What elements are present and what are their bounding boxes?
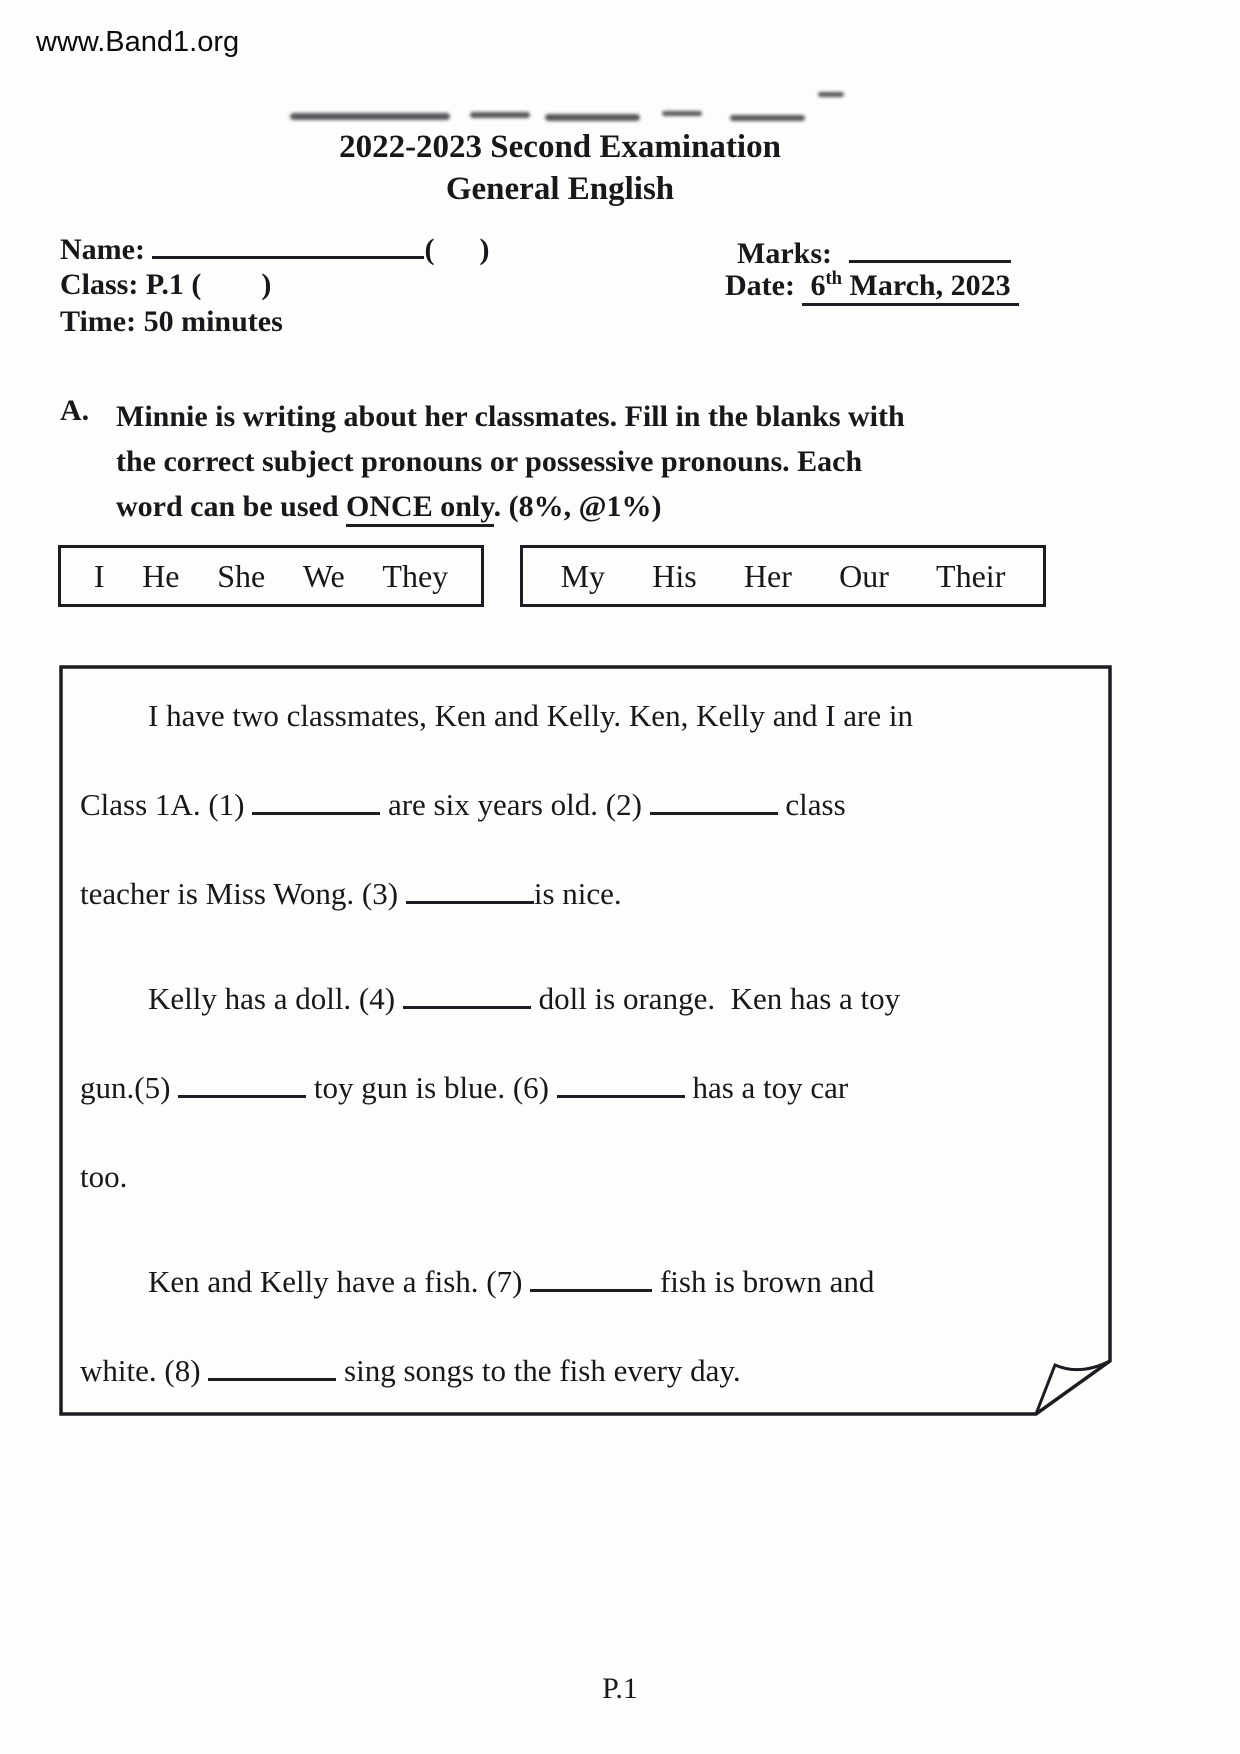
word-bank-item: We: [302, 557, 345, 594]
date-day: 6: [810, 269, 826, 302]
passage-text-segment: white. (8): [80, 1353, 209, 1388]
scan-smudge: [290, 110, 850, 126]
title-line-2: General English: [445, 171, 675, 207]
passage-text-segment: the correct subject pronouns or possessive pronouns. Each: [116, 445, 863, 478]
word-bank-possessive-pronouns: [520, 545, 1046, 607]
text-line: [80, 760, 1085, 849]
section-a: [60, 394, 905, 529]
marks-blank-line: [849, 230, 1011, 263]
date-label: Date:: [725, 269, 795, 302]
passage-text-segment: has a toy car: [684, 1070, 849, 1105]
answer-blank: [650, 781, 778, 815]
passage-text-segment: Ken and Kelly have a fish. (7): [148, 1264, 531, 1299]
underlined-text: ONCE only: [346, 490, 494, 527]
date-ordinal: th: [825, 268, 843, 289]
name-class-number-paren: ( ): [424, 233, 490, 266]
answer-blank: [530, 1258, 652, 1292]
passage-text-segment: too.: [80, 1159, 128, 1194]
word-bank-item: Their: [936, 557, 1006, 594]
answer-blank: [557, 1064, 685, 1098]
watermark: www.Band1.org: [36, 26, 240, 58]
date-row: [725, 268, 1019, 303]
time-label: Time: 50 minutes: [60, 305, 283, 338]
passage-text-segment: Kelly has a doll. (4): [148, 981, 403, 1016]
passage-text-segment: teacher is Miss Wong. (3): [80, 876, 406, 911]
passage-text-segment: Class 1A. (1): [80, 787, 253, 822]
date-value: [802, 269, 1018, 306]
section-a-instruction: [116, 394, 905, 529]
marks-row: [737, 230, 1011, 271]
text-line: [80, 1237, 1085, 1326]
section-a-label: A.: [60, 394, 90, 427]
word-bank-item: I: [93, 557, 105, 594]
time-row: [60, 305, 283, 339]
page-title: [0, 126, 1120, 210]
answer-blank: [178, 1064, 306, 1098]
page-number: P.1: [602, 1672, 638, 1705]
class-row: [60, 268, 271, 302]
text-line: [116, 439, 905, 484]
passage-text-segment: fish is brown and: [652, 1264, 875, 1299]
passage-text-segment: are six years old. (2): [380, 787, 650, 822]
text-line: [80, 954, 1085, 1043]
text-line: [116, 484, 905, 529]
passage-text-segment: sing songs to the fish every day.: [336, 1353, 741, 1388]
marks-label: Marks:: [737, 237, 832, 270]
passage-box: [58, 663, 1115, 1419]
passage-text-segment: I have two classmates, Ken and Kelly. Ken, Kelly and I are in: [148, 698, 913, 733]
title-line-1: 2022-2023 Second Examination: [339, 129, 781, 165]
name-blank-line: [152, 226, 424, 259]
text-line: [80, 1043, 1085, 1132]
passage-text-segment: is nice.: [533, 876, 622, 911]
date-rest: March, 2023: [842, 269, 1011, 302]
passage-text-segment: class: [777, 787, 846, 822]
passage-text-segment: . (8%, @1%): [493, 490, 662, 523]
word-bank-item: My: [560, 557, 606, 594]
text-line: [116, 394, 905, 439]
answer-blank: [406, 870, 534, 904]
word-bank-subject-pronouns: [58, 545, 484, 607]
word-bank-item: He: [142, 557, 180, 594]
passage-text-segment: gun.(5): [80, 1070, 179, 1105]
name-row: [60, 226, 489, 267]
text-line: [80, 1326, 1085, 1415]
text-line: [80, 671, 1085, 760]
word-bank-item: She: [217, 557, 266, 594]
class-label: Class: P.1 ( ): [60, 268, 272, 301]
word-bank-item: His: [652, 557, 697, 594]
passage-text-segment: Minnie is writing about her classmates. Fill in the blanks with: [116, 400, 905, 433]
word-bank-item: They: [382, 557, 449, 594]
answer-blank: [403, 975, 531, 1009]
text-line: [80, 1132, 1085, 1221]
word-bank-item: Our: [839, 557, 889, 594]
passage-text-segment: toy gun is blue. (6): [306, 1070, 557, 1105]
passage-text: [80, 671, 1085, 1415]
text-line: [80, 849, 1085, 938]
answer-blank: [208, 1347, 336, 1381]
word-bank-item: Her: [743, 557, 792, 594]
name-label: Name:: [60, 233, 145, 266]
passage-text-segment: word can be used: [116, 490, 347, 523]
answer-blank: [252, 781, 380, 815]
passage-text-segment: doll is orange. Ken has a toy: [530, 981, 901, 1016]
